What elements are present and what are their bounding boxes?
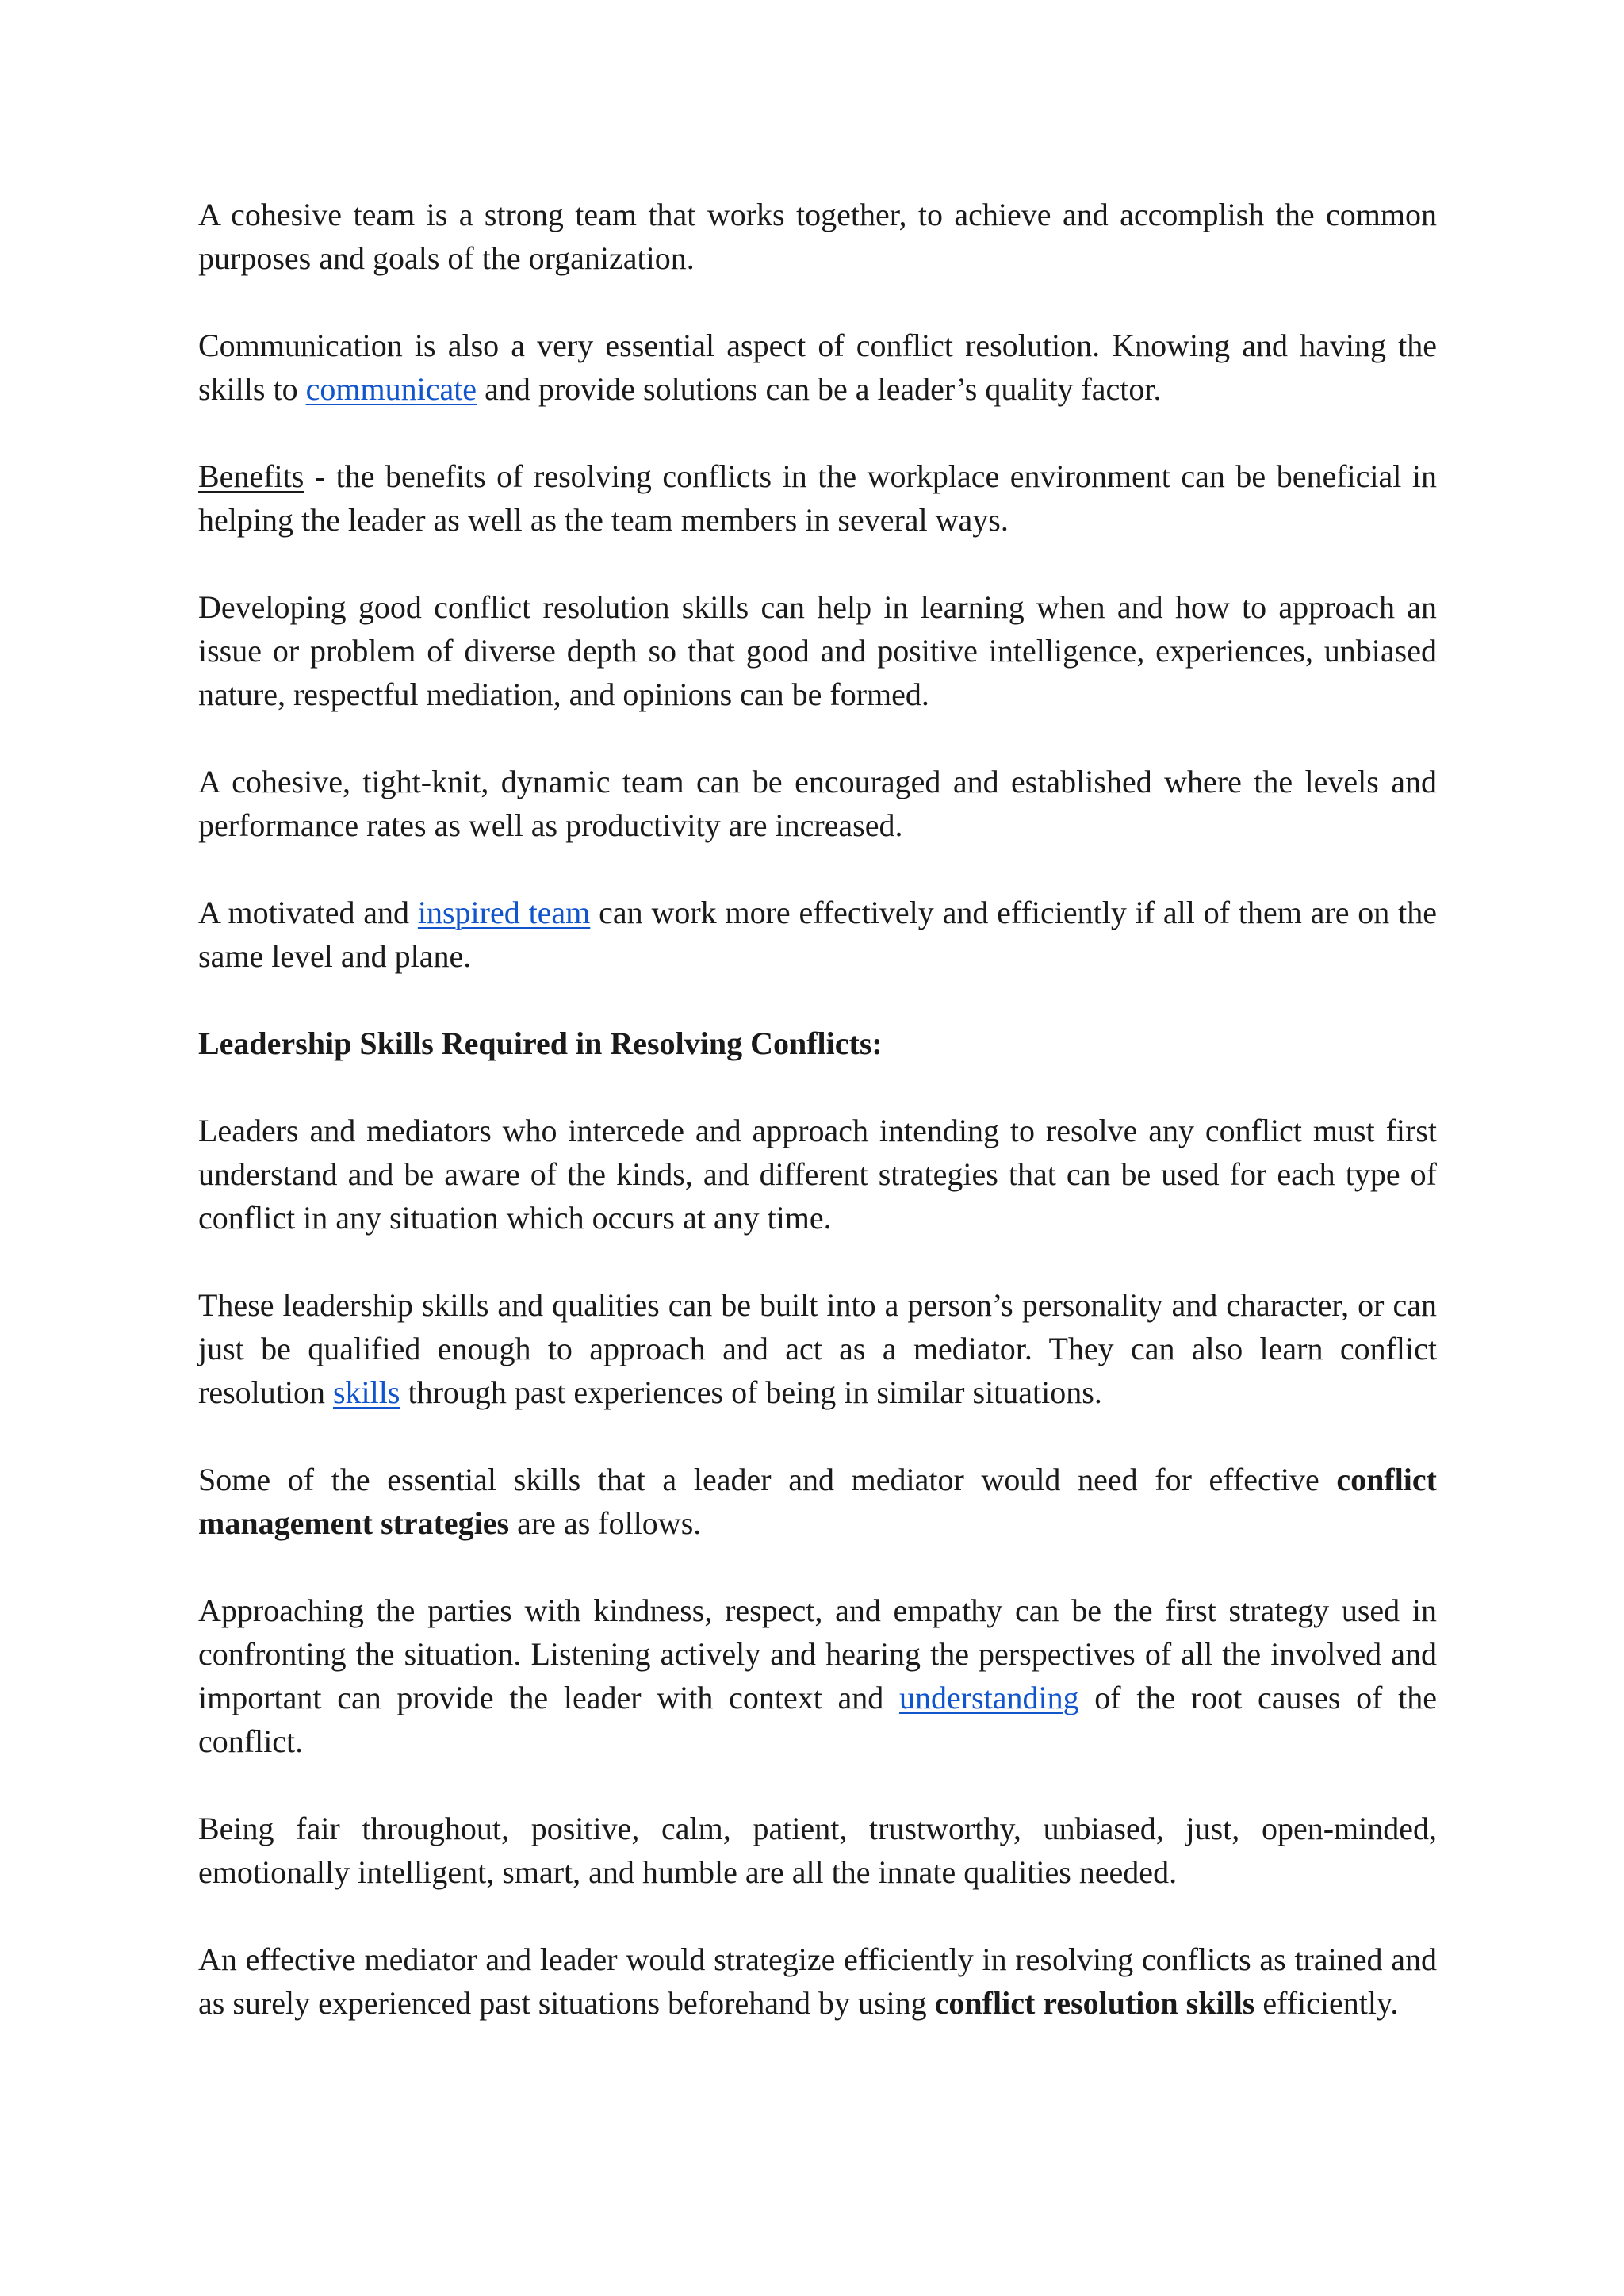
text: Some of the essential skills that a leader and mediator would need for effective — [198, 1462, 1337, 1497]
text: efficiently. — [1254, 1985, 1399, 2021]
paragraph-tight-knit-team: A cohesive, tight-knit, dynamic team can be encouraged and established where the levels and performance rates as well as productivity are increased. — [198, 764, 1437, 843]
text: and provide solutions can be a leader’s quality factor. — [477, 371, 1162, 407]
paragraph-approaching-parties — [198, 1589, 1437, 1763]
paragraph-leadership-qualities — [198, 1283, 1437, 1414]
text: are as follows. — [509, 1505, 702, 1541]
paragraph-motivated-team — [198, 891, 1437, 978]
paragraph-effective-mediator — [198, 1938, 1437, 2025]
link-skills[interactable]: skills — [332, 1374, 400, 1410]
paragraph-benefits — [198, 454, 1437, 542]
document-page — [198, 193, 1437, 2025]
text: can work more effectively and efficiently if all of them are on the same level and plane. — [198, 895, 1437, 974]
link-understanding[interactable]: understanding — [898, 1680, 1079, 1715]
text: - the benefits of resolving conflicts in the workplace environment can be beneficial in helping the leader as well as the team members in several ways. — [198, 458, 1437, 538]
bold-term: conflict resolution skills — [934, 1985, 1255, 2021]
link-communicate[interactable]: communicate — [305, 371, 477, 407]
text: Approaching the parties with kindness, respect, and empathy can be the first strategy used in confronting the situation. Listening actively and hearing the perspectives of all the involved and important can provide the leader with context and — [198, 1593, 1437, 1715]
link-inspired-team[interactable]: inspired team — [417, 895, 591, 930]
text: through past experiences of being in similar situations. — [400, 1374, 1102, 1410]
paragraph-leaders-mediators: Leaders and mediators who intercede and approach intending to resolve any conflict must first understand and be aware of the kinds, and different strategies that can be used for each type of conflict in any situation which occurs at any time. — [198, 1113, 1437, 1236]
term-benefits: Benefits — [198, 458, 304, 494]
text: of the root causes of the conflict. — [198, 1680, 1438, 1759]
text: An effective mediator and leader would strategize efficiently in resolving conflicts as trained and as surely experienced past situations beforehand by using — [198, 1941, 1437, 2021]
paragraph-essential-skills — [198, 1458, 1437, 1545]
text: Communication is also a very essential aspect of conflict resolution. Knowing and having the skills to — [198, 328, 1437, 407]
paragraph-cohesive-team: A cohesive team is a strong team that works together, to achieve and accomplish the common purposes and goals of the organization. — [198, 197, 1437, 276]
paragraph-being-fair: Being fair throughout, positive, calm, patient, trustworthy, unbiased, just, open-minded, emotionally intelligent, smart, and humble are all the innate qualities needed. — [198, 1811, 1437, 1890]
text: These leadership skills and qualities can be built into a person’s personality and character, or can just be qualified enough to approach and act as a mediator. They can also learn conflict resolution — [198, 1287, 1437, 1410]
text: A motivated and — [198, 895, 418, 930]
section-heading: Leadership Skills Required in Resolving Conflicts: — [198, 1025, 883, 1061]
paragraph-developing-skills: Developing good conflict resolution skills can help in learning when and how to approach an issue or problem of diverse depth so that good and positive intelligence, experiences, unbiased nature, respectful mediation, and opinions can be formed. — [198, 589, 1437, 712]
bold-term: conflict management strategies — [198, 1462, 1437, 1541]
paragraph-communication — [198, 324, 1437, 411]
